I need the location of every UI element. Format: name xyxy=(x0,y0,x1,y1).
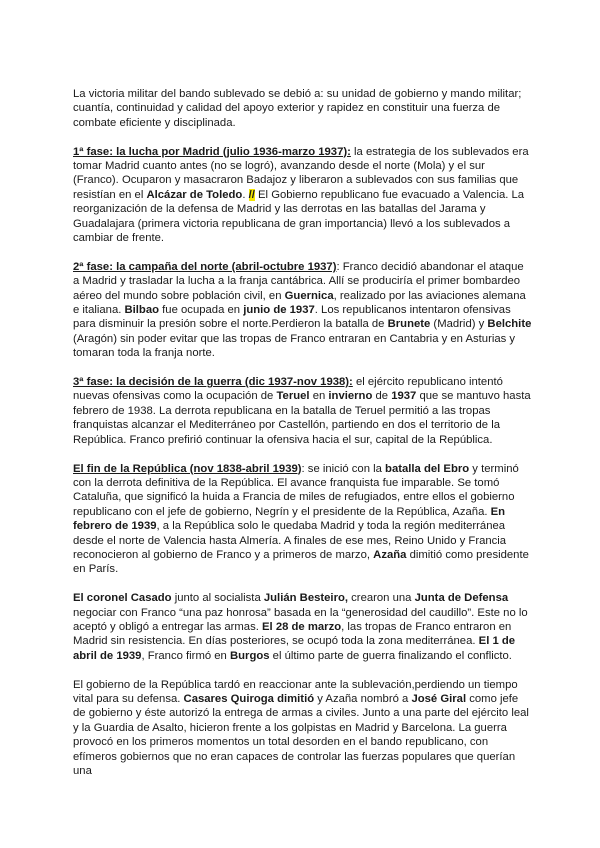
phase-3-heading: 3ª fase: la decisión de la guerra (dic 1937-nov 1938): xyxy=(73,376,353,389)
phase-2-paragraph: 2ª fase: la campaña del norte (abril-octubre 1937): Franco decidió abandonar el ataque a Madrid y trasladar la lucha a la franja cantábrica. Allí se produciría el primer bombardeo aéreo del mundo sobre población civil, en Guernica, realizado por las aviaciones alemana e italiana. Bilbao fue ocupada en junio de 1937. Los republicanos intentaron ofensivas para disminuir la presión sobre el norte.Perdieron la batalla de Brunete (Madrid) y Belchite (Aragón) sin poder evitar que las tropas de Franco entraran en Cantabria y en Asturias y tomaran toda la franja norte. xyxy=(73,260,532,360)
end-republic-paragraph: El fin de la República (nov 1838-abril 1939): se inició con la batalla del Ebro y terminó con la derrota definitiva de la República. El avance franquista fue imparable. Se tomó Cataluña, que significó la huida a Francia de miles de refugiados, entre ellos el gobierno republicano con el jefe de gobierno, Negrín y el presidente de la República, Azaña. En febrero de 1939, a la República solo le quedaba Madrid y toda la región mediterránea desde el norte de Valencia hasta Almería. A finales de ese mes, Reino Unido y Francia reconocieron al gobierno de Franco y a primeros de marzo, Azaña dimitió como presidente en París. xyxy=(73,462,529,576)
document-page xyxy=(73,87,533,793)
phase-3-paragraph: 3ª fase: la decisión de la guerra (dic 1937-nov 1938): el ejército republicano intentó nuevas ofensivas como la ocupación de Teruel en invierno de 1937 que se mantuvo hasta febrero de 1938. La derrota republicana en la batalla de Teruel permitió a las tropas franquistas alcanzar el Mediterráneo por Castellón, partiendo en dos el territorio de la República. Franco prefirió continuar la ofensiva hacia el sur, capital de la República. xyxy=(73,376,531,446)
highlight-mark: // xyxy=(248,188,255,201)
phase-1-paragraph: 1ª fase: la lucha por Madrid (julio 1936-marzo 1937): la estrategia de los sublevados era tomar Madrid cuanto antes (no se logró), avanzando desde el norte (Mola) y el sur (Franco). Ocuparon y masacraron Badajoz y liberaron a sublevados con sus familias que resistían en el Alcázar de Toledo. // El Gobierno republicano fue evacuado a Valencia. La reorganización de la defensa de Madrid y las derrotas en las batallas del Jarama y Guadalajara (primera victoria republicana de gran importancia) llevó a los sublevados a cambiar de frente. xyxy=(73,145,529,245)
phase-2-heading: 2ª fase: la campaña del norte (abril-octubre 1937) xyxy=(73,260,337,273)
phase-1-heading: 1ª fase: la lucha por Madrid (julio 1936-marzo 1937): xyxy=(73,145,351,158)
republic-government-paragraph: El gobierno de la República tardó en reaccionar ante la sublevación,perdiendo un tiempo vital para su defensa. Casares Quiroga dimitió y Azaña nombró a José Giral como jefe de gobierno y éste autorizó la entrega de armas a civiles. Junto a una parte del ejército leal y la Guardia de Asalto, hicieron frente a los golpistas en Madrid y Barcelona. La guerra provocó en los primeros momentos un total desorden en el bando republicano, con efímeros gobiernos que no eran capaces de controlar las fuerzas populares que querían una xyxy=(73,678,529,777)
intro-paragraph: La victoria militar del bando sublevado se debió a: su unidad de gobierno y mando militar; cuantía, continuidad y calidad del apoyo exterior y rapidez en constituir una fuerza de combate eficiente y disciplinada. xyxy=(73,88,522,129)
end-republic-heading: El fin de la República (nov 1838-abril 1939) xyxy=(73,462,302,475)
casado-paragraph: El coronel Casado junto al socialista Julián Besteiro, crearon una Junta de Defensa negociar con Franco “una paz honrosa” basada en la “generosidad del caudillo”. Este no lo aceptó y obligó a entregar las armas. El 28 de marzo, las tropas de Franco entraron en Madrid sin resistencia. En días posteriores, se ocupó toda la zona mediterránea. El 1 de abril de 1939, Franco firmó en Burgos el último parte de guerra finalizando el conflicto. xyxy=(73,592,528,662)
